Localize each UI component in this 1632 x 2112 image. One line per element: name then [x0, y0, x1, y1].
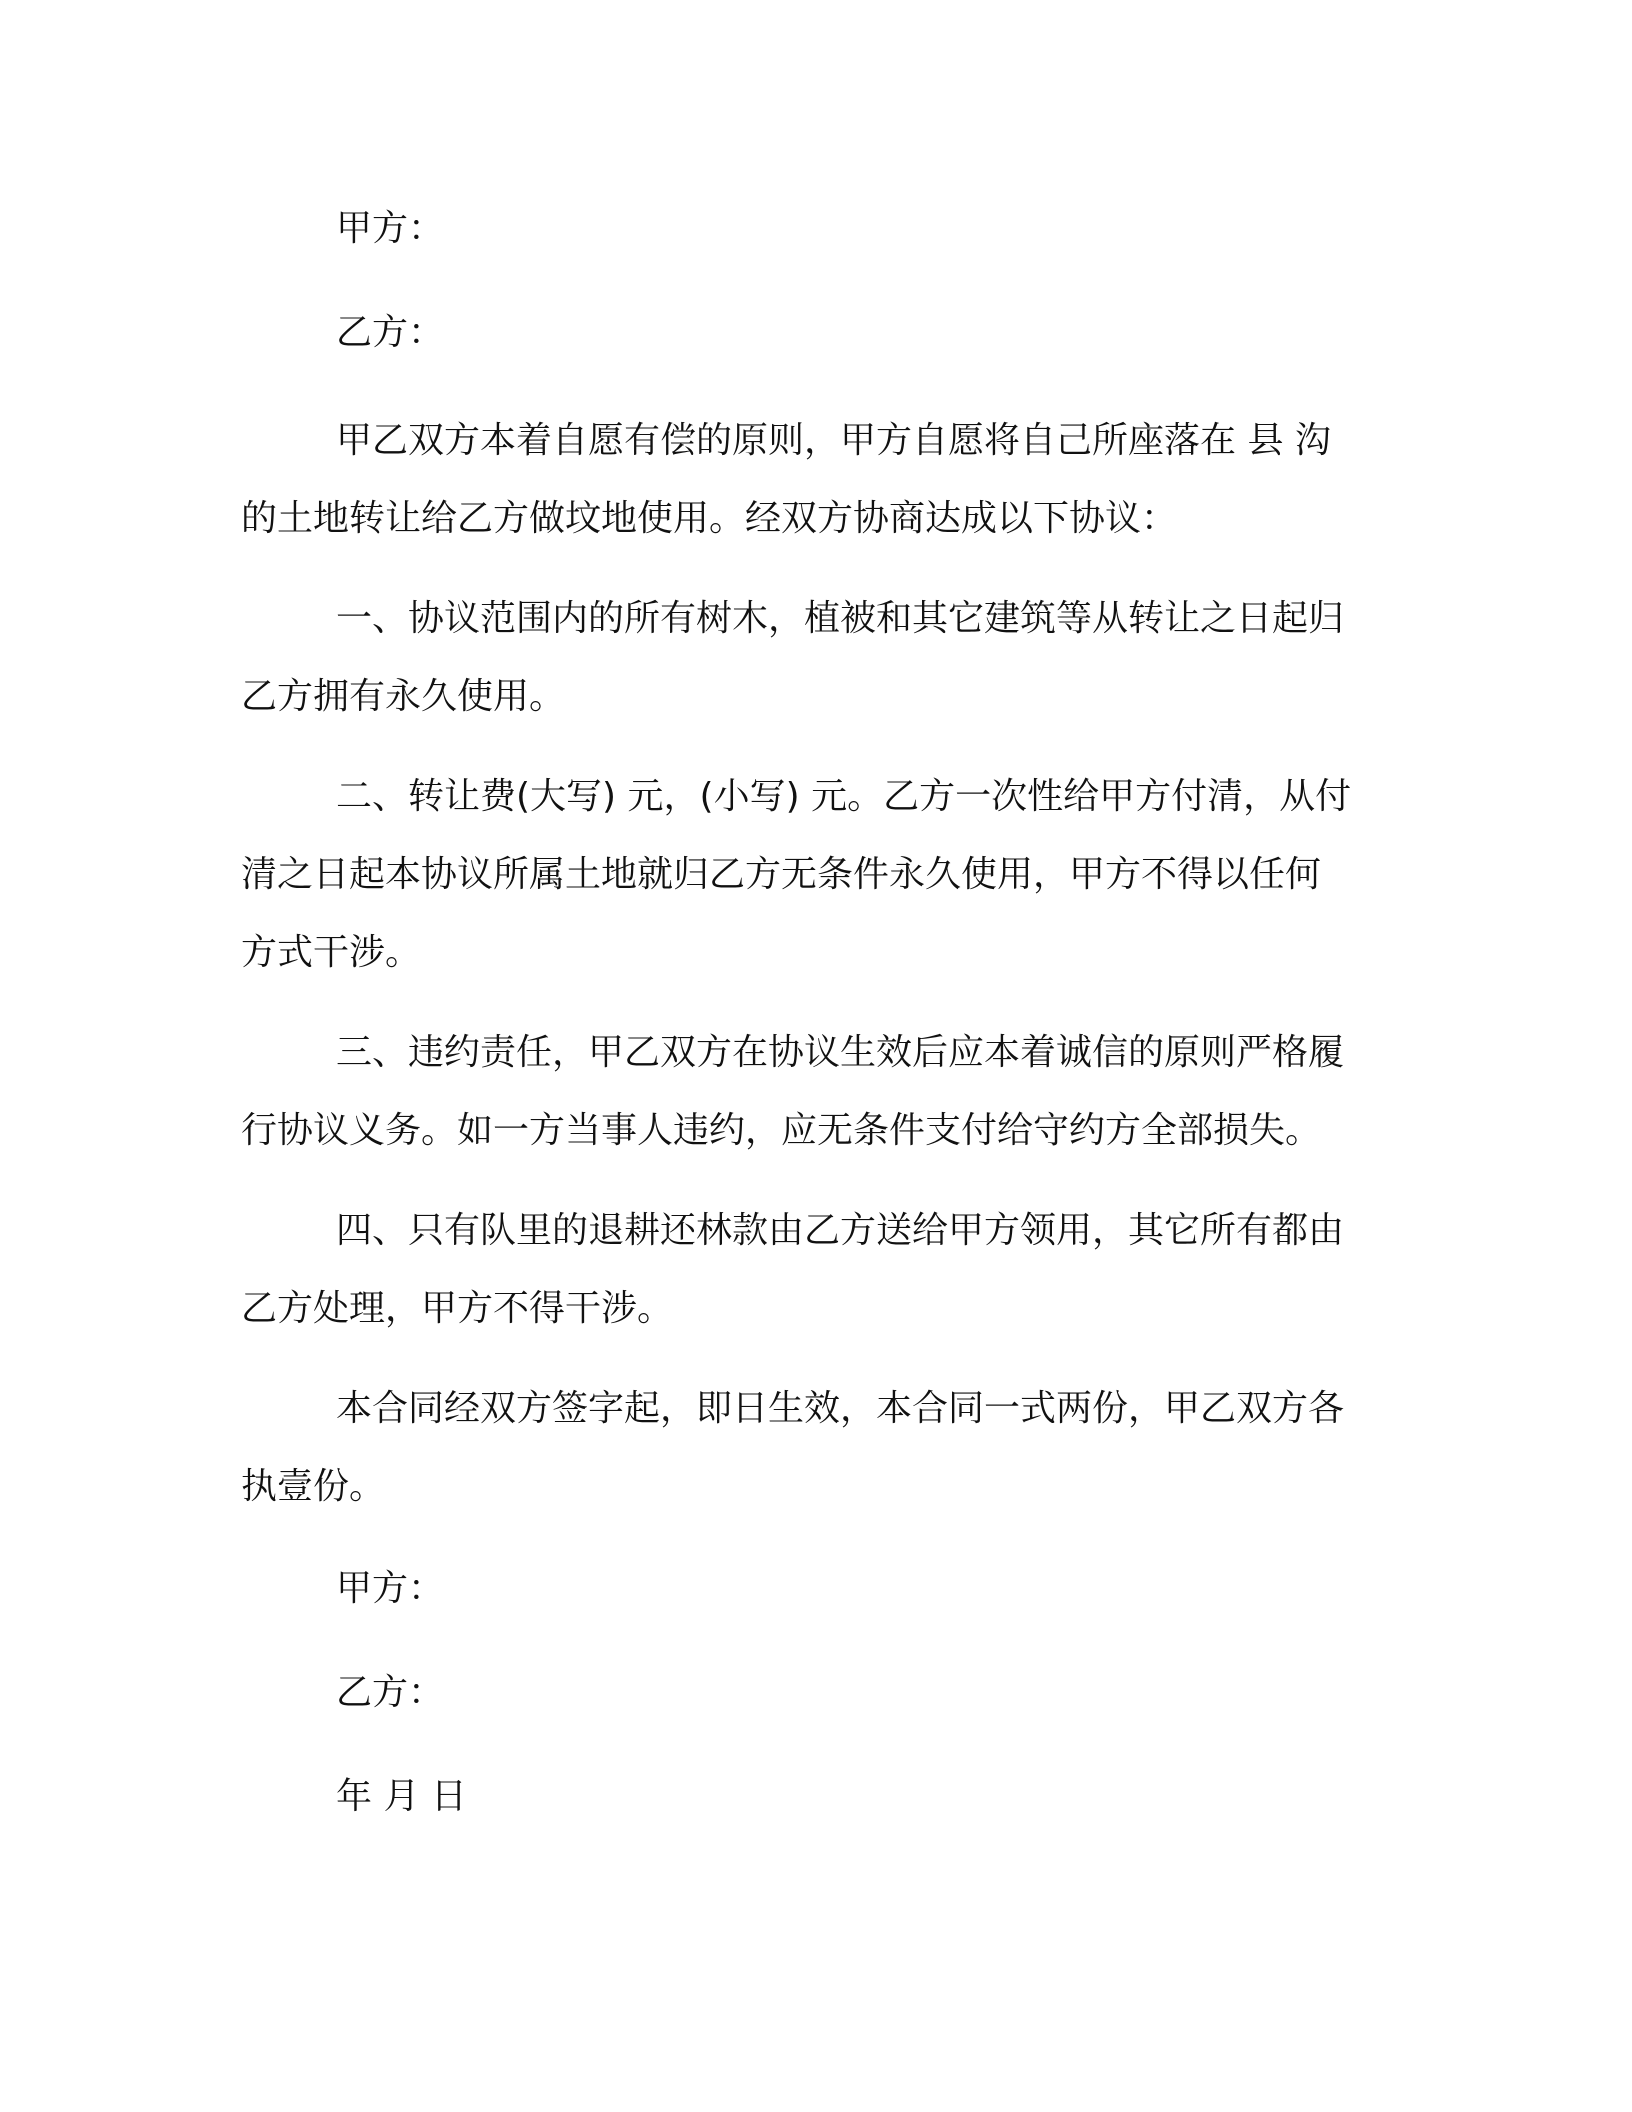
party-b-label-top: 乙方： — [336, 312, 445, 353]
intro-line-2: 的土地转让给乙方做坟地使用。经双方协商达成以下协议： — [241, 498, 1178, 539]
clause-2-line-2: 清之日起本协议所属土地就归乙方无条件永久使用，甲方不得以任何 — [241, 854, 1322, 895]
clause-3-line-2: 行协议义务。如一方当事人违约，应无条件支付给守约方全部损失。 — [241, 1110, 1322, 1151]
clause-1-line-1: 一、协议范围内的所有树木，植被和其它建筑等从转让之日起归 — [336, 598, 1345, 639]
clause-1 — [241, 580, 1381, 736]
clause-2-line-1: 二、转让费(大写) 元，(小写) 元。乙方一次性给甲方付清，从付 — [336, 776, 1352, 817]
party-a-label-top: 甲方： — [336, 208, 445, 249]
intro-paragraph — [241, 402, 1381, 558]
clause-4-line-2: 乙方处理，甲方不得干涉。 — [241, 1288, 674, 1329]
intro-line-1: 甲乙双方本着自愿有偿的原则，甲方自愿将自己所座落在 县 沟 — [336, 420, 1331, 461]
clause-1-line-2: 乙方拥有永久使用。 — [241, 676, 566, 717]
signature-party-a: 甲方： — [336, 1568, 445, 1609]
clause-2-line-3: 方式干涉。 — [241, 932, 422, 973]
clause-3-line-1: 三、违约责任，甲乙双方在协议生效后应本着诚信的原则严格履 — [336, 1032, 1345, 1073]
clause-4-line-1: 四、只有队里的退耕还林款由乙方送给甲方领用，其它所有都由 — [336, 1210, 1345, 1251]
clause-4 — [241, 1192, 1381, 1348]
document-page — [241, 190, 1381, 1836]
clause-3 — [241, 1014, 1381, 1170]
closing-line-2: 执壹份。 — [241, 1466, 386, 1507]
clause-2 — [241, 758, 1381, 992]
closing-paragraph — [241, 1370, 1381, 1526]
closing-line-1: 本合同经双方签字起，即日生效，本合同一式两份，甲乙双方各 — [336, 1388, 1345, 1429]
signature-date: 年 月 日 — [336, 1776, 467, 1817]
signature-party-b: 乙方： — [336, 1672, 445, 1713]
